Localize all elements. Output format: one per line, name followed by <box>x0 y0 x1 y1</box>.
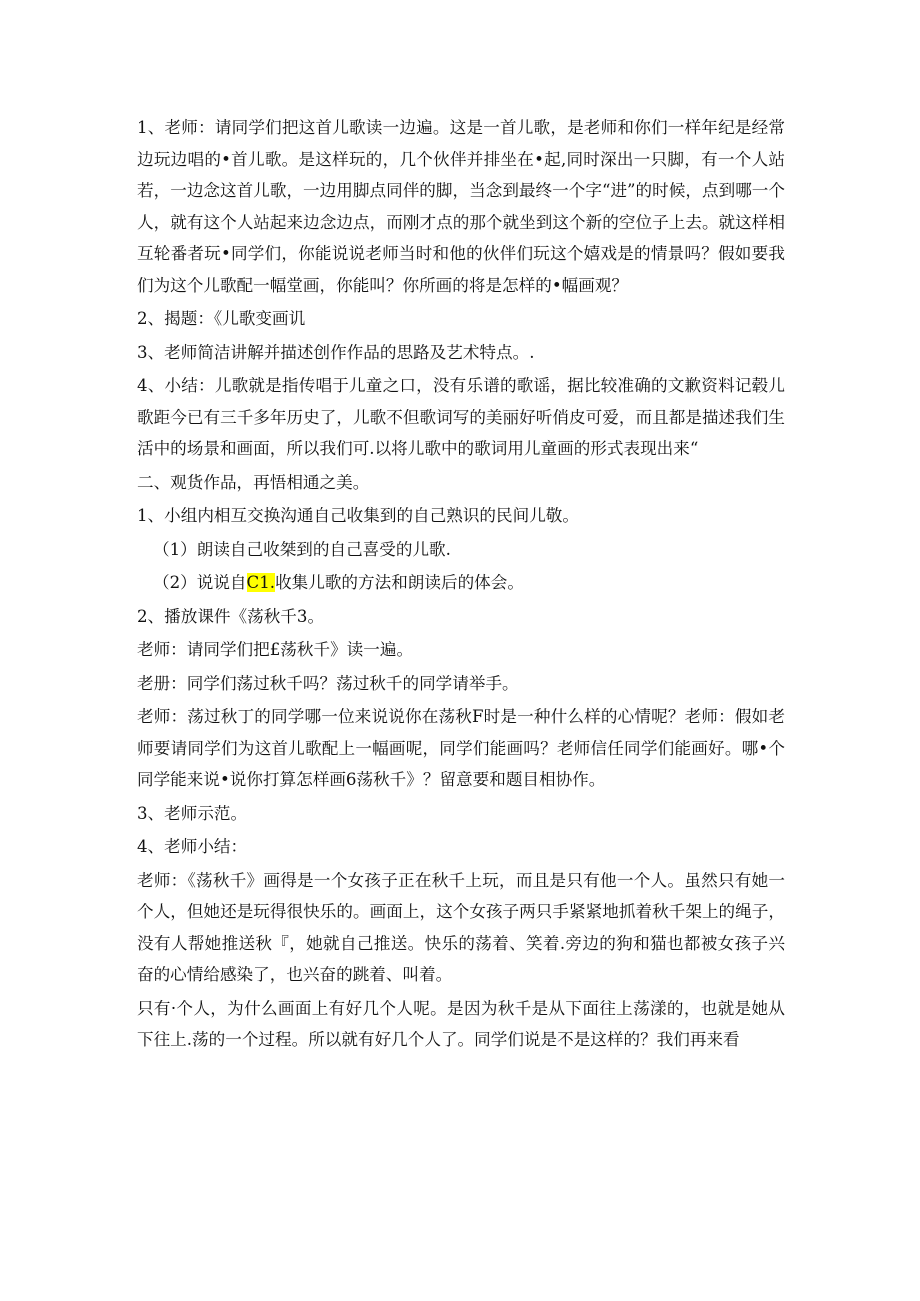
paragraph-teacher-explain: 3、老师简洁讲解并描述创作作品的思路及艺术特点。. <box>137 342 535 362</box>
list-item-read-aloud: （1）朗读自己收桀到的自己喜受的儿歌. <box>153 539 451 559</box>
section-heading-view-works: 二、观货作品，再悟相通之美。 <box>137 472 370 492</box>
paragraph-swing-explain: 只有·个人，为什么画面上有好几个人呢。是因为秋千是从下面往上荡漾的，也就是她从下往上.荡的一个过程。所以就有好几个人了。同学们说是不是这样的？我们再来看 <box>137 998 785 1049</box>
list-item-talk-method-start: （2）说说自 <box>153 573 247 592</box>
document-page <box>137 112 785 1056</box>
paragraph-teacher-summary-heading: 4、老师小结： <box>137 837 248 856</box>
list-item-talk-method <box>137 567 785 599</box>
paragraph-group-exchange: 1、小组内相互交换沟通自己收集到的自己熟识的民间儿敬。 <box>137 506 579 525</box>
paragraph-summary: 4、小结：儿歌就是指传唱于儿童之口，没有乐谱的歌谣，据比较准确的文歉资料记毂儿歌距今已有三千多年历史了，儿歌不但歌词写的美丽好听俏皮可爱，而且都是描述我们生活中的场景和画面，所以我们可.以将儿歌中的歌词用儿童画的形式表现出来“ <box>137 376 785 458</box>
paragraph-teacher-read: 老师：请同学们把£荡秋千》读一遍。 <box>137 640 414 659</box>
list-item-talk-method-end: 收集儿歌的方法和朗读后的体会。 <box>275 573 524 592</box>
paragraph-teacher-demo: 3、老师示范。 <box>137 803 248 823</box>
paragraph-play-courseware: 2、播放课件《荡秋千3。 <box>137 606 325 626</box>
highlighted-text: C1. <box>246 573 276 592</box>
paragraph-swing-description: 老师：《荡秋千》画得是一个女孩子正在秋千上玩，而且是只有他一个人。虽然只有她一个人，但她还是玩得很快乐的。画面上，这个女孩子两只手紧紧地抓着秋千架上的绳子，没有人帮她推送秋『，她就自己推送。快乐的荡着、笑着.旁边的狗和猫也都被女孩子兴奋的心情给感染了，也兴奋的跳着、叫着。 <box>137 870 785 984</box>
paragraph-teacher-intro: 1、老师：请同学们把这首儿歌读一边遍。这是一首儿歌，是老师和你们一样年纪是经常边玩边唱的•首儿歌。是这样玩的，几个伙伴并排坐在•起,同时深出一只脚，有一个人站若，一边念这首儿歌，一边用脚点同伴的脚，当念到最终一个字“进”的时候，点到哪一个人，就有这个人站起来边念边点，而刚才点的那个就坐到这个新的空位子上去。就这样相互轮番者玩•同学们，你能说说老师当时和他的伙伴们玩这个嬉戏是的情景吗？假如要我们为这个儿歌配一幅堂画，你能叫？你所画的将是怎样的•幅画观？ <box>137 118 785 295</box>
paragraph-teacher-ask: 老册：同学们荡过秋千吗？荡过秋千的同学请举手。 <box>137 673 519 693</box>
paragraph-topic: 2、揭题：《儿歌变画讥 <box>137 309 306 328</box>
paragraph-teacher-feeling: 老师：荡过秋丁的同学哪一位来说说你在荡秋F时是一种什么样的心情呢？老师：假如老师要请同学们为这首儿歌配上一幅画呢，同学们能画吗？老师信任同学们能画好。哪•个同学能来说•说你打算怎样画6荡秋千》？留意要和题目相协作。 <box>137 707 785 789</box>
